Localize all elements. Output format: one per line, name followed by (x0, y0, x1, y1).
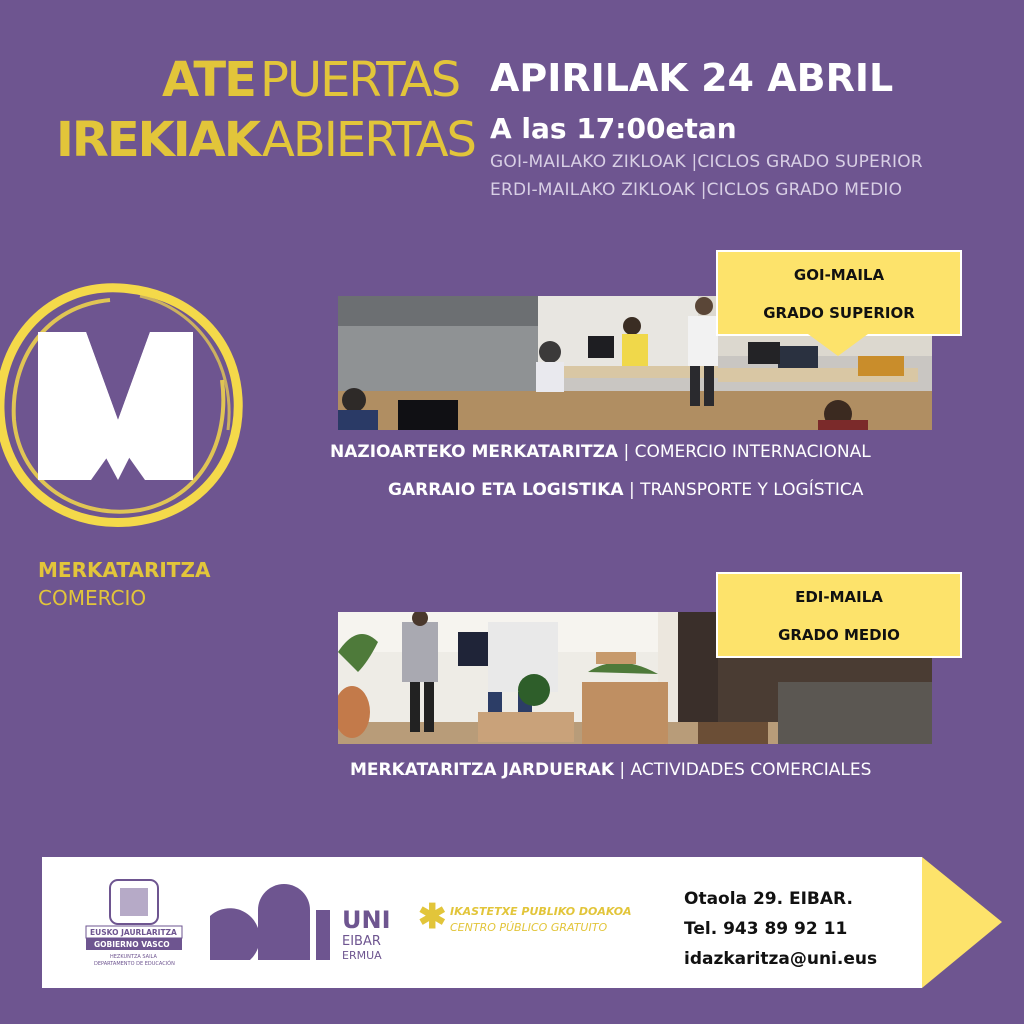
program-actividades-comerciales (350, 760, 871, 780)
arrow-right-icon (922, 857, 1002, 988)
gobierno-vasco-logo (80, 878, 190, 968)
cycles-superior: GOI-MAILAKO ZIKLOAK |CICLOS GRADO SUPERIOR (490, 152, 923, 172)
free-center-eu: IKASTETXE PUBLIKO DOAKOA (450, 905, 632, 918)
badge-level-eu: EDI-MAILA (795, 588, 883, 606)
public-free-center (450, 905, 632, 934)
badge-level-eu: GOI-MAILA (793, 266, 885, 284)
gov-dept-es: DEPARTAMENTO DE EDUCACIÓN (94, 961, 175, 967)
cycles-medio: ERDI-MAILAKO ZIKLOAK |CICLOS GRADO MEDIO (490, 180, 903, 200)
program-name-eu: GARRAIO ETA LOGISTIKA (388, 480, 624, 500)
badge-pointer-icon (808, 334, 868, 358)
title-abiertas: ABIERTAS (262, 112, 476, 168)
program-name-es: | COMERCIO INTERNACIONAL (623, 442, 871, 462)
badge-level-es: GRADO SUPERIOR (763, 304, 915, 322)
badge-level-es: GRADO MEDIO (778, 626, 900, 644)
title-ate: ATE (162, 52, 255, 108)
email[interactable]: idazkaritza@uni.eus (684, 949, 878, 969)
title-puertas: PUERTAS (260, 52, 460, 108)
uni-eibar-ermua-logo (206, 880, 406, 966)
merkataritza-logo-icon (0, 270, 250, 540)
uni-name: UNI (342, 906, 391, 934)
department-name-eu: MERKATARITZA (38, 558, 211, 582)
contact-info (684, 884, 877, 974)
gov-name-es: GOBIERNO VASCO (94, 940, 170, 949)
department-name-es: COMERCIO (38, 586, 147, 610)
title-irekiak: IREKIAK (56, 112, 260, 168)
program-name-eu: NAZIOARTEKO MERKATARITZA (330, 442, 619, 462)
event-time: A las 17:00etan (490, 112, 737, 145)
program-name-es: | ACTIVIDADES COMERCIALES (619, 760, 872, 780)
program-name-eu: MERKATARITZA JARDUERAK (350, 760, 614, 780)
free-center-es: CENTRO PÚBLICO GRATUITO (450, 921, 608, 934)
gov-dept-eu: HEZKUNTZA SAILA (110, 954, 157, 960)
uni-city-eibar: EIBAR (342, 934, 381, 949)
badge-grado-superior (716, 250, 962, 336)
program-comercio-internacional (330, 442, 871, 462)
address: Otaola 29. EIBAR. (684, 889, 853, 909)
event-date: APIRILAK 24 ABRIL (490, 56, 894, 100)
phone[interactable]: Tel. 943 89 92 11 (684, 919, 848, 939)
gov-name-eu: EUSKO JAURLARITZA (90, 928, 177, 937)
badge-grado-medio (716, 572, 962, 658)
program-transporte-logistica (388, 480, 863, 500)
uni-city-ermua: ERMUA (342, 949, 382, 962)
asterisk-icon: ✱ (418, 898, 447, 936)
program-name-es: | TRANSPORTE Y LOGÍSTICA (628, 480, 864, 500)
